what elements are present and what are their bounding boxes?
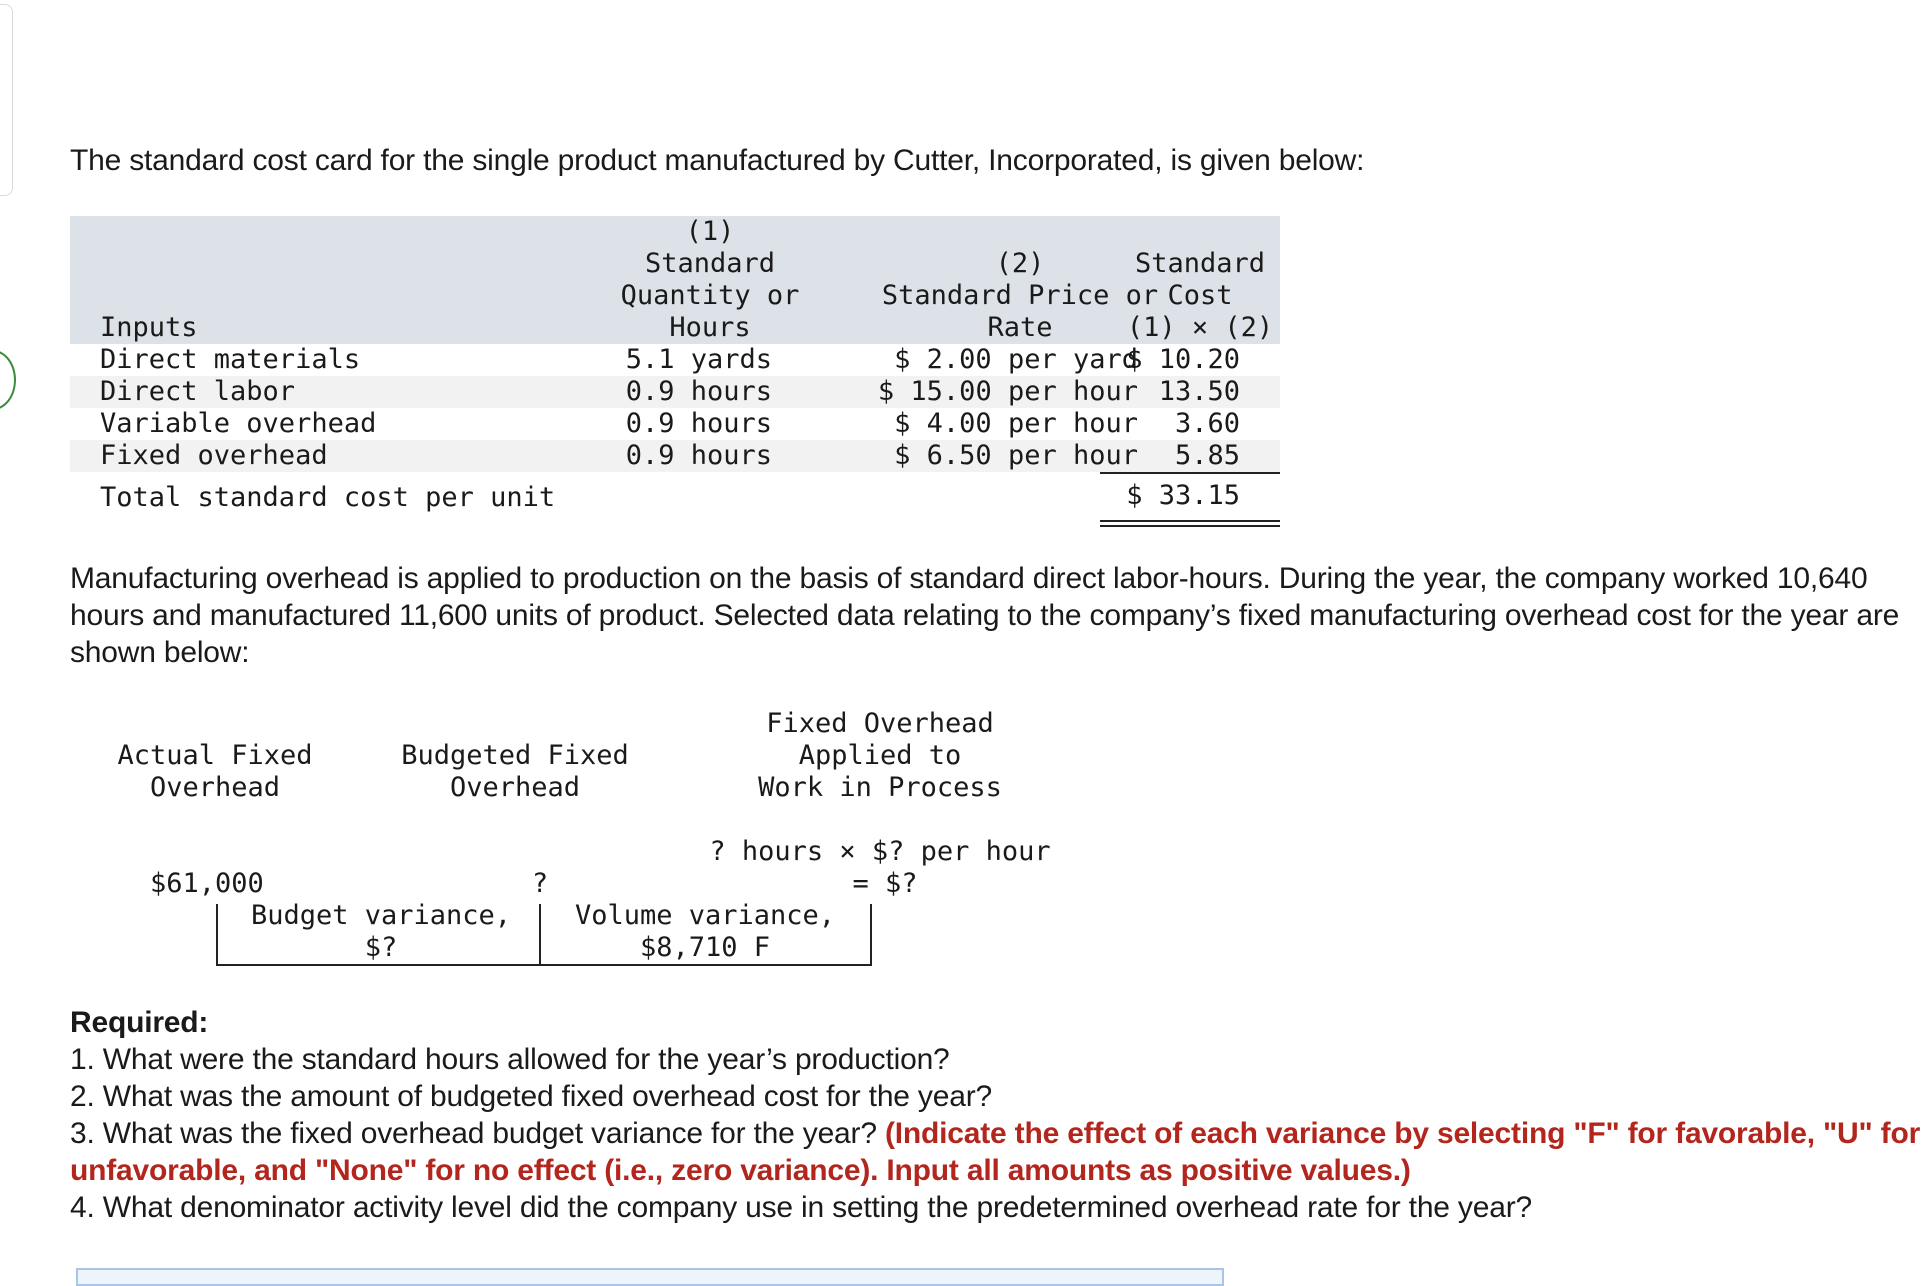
row-qty: 0.9 hours: [625, 408, 772, 439]
bracket-mid-line: [539, 904, 541, 966]
row-price: $ 6.50 per hour: [894, 440, 1138, 471]
header-price-3: Rate: [987, 312, 1053, 343]
applied-result: = $?: [852, 868, 918, 899]
budgeted-fixed-heading-1: Budgeted Fixed: [401, 740, 629, 771]
volume-variance-label: Volume variance,: [574, 900, 836, 931]
header-cost-2: Cost: [1167, 280, 1233, 311]
total-value: $ 33.15: [1126, 480, 1240, 511]
actual-fixed-heading-2: Overhead: [149, 772, 281, 803]
applied-heading-3: Work in Process: [758, 772, 1002, 803]
row-price: $ 4.00 per hour: [894, 408, 1138, 439]
row-input: Fixed overhead: [100, 440, 328, 471]
row-price: $ 2.00 per yard: [894, 344, 1138, 375]
required-section: [70, 1004, 1930, 1226]
applied-formula: ? hours × $? per hour: [709, 836, 1051, 867]
header-qty-2: Standard: [644, 248, 776, 279]
row-qty: 5.1 yards: [625, 344, 772, 375]
bracket-bottom-line: [216, 964, 872, 966]
row-price: $ 15.00 per hour: [877, 376, 1138, 407]
header-price-1: (2): [995, 248, 1045, 279]
total-double-rule: [1100, 520, 1280, 527]
row-input: Direct materials: [100, 344, 361, 375]
question-3: [70, 1115, 1930, 1189]
applied-heading-1: Fixed Overhead: [766, 708, 994, 739]
left-edge-card: [0, 4, 13, 196]
actual-fixed-value: $61,000: [150, 868, 264, 899]
row-input: Direct labor: [100, 376, 296, 407]
row-qty: 0.9 hours: [625, 376, 772, 407]
budget-variance-label: Budget variance,: [250, 900, 512, 931]
row-cost: $ 10.20: [1126, 344, 1240, 375]
header-cost-3: (1) × (2): [1126, 312, 1274, 343]
bracket-right-line: [870, 904, 872, 966]
row-cost: 5.85: [1174, 440, 1240, 471]
standard-cost-card: [70, 216, 1280, 526]
bracket-left-line: [216, 904, 218, 966]
required-title: Required:: [70, 1006, 209, 1039]
row-cost: 3.60: [1174, 408, 1240, 439]
fixed-overhead-variance-diagram: [0, 700, 1930, 980]
overhead-description: Manufacturing overhead is applied to production on the basis of standard direct labor-hours. During the year, the company worked 10,640 hours and manufactured 11,600 units of product. Selected data relating to the company’s fixed manufacturing overhead cost for the year are shown below:: [70, 562, 1900, 669]
question-2: 2. What was the amount of budgeted fixed overhead cost for the year?: [70, 1080, 992, 1113]
question-4: 4. What denominator activity level did the company use in setting the predetermined overhead rate for the year?: [70, 1191, 1532, 1224]
total-label: Total standard cost per unit: [100, 482, 556, 513]
applied-heading-2: Applied to: [798, 740, 962, 771]
header-qty-4: Hours: [669, 312, 751, 343]
header-qty-1: (1): [685, 216, 735, 247]
row-input: Variable overhead: [100, 408, 377, 439]
intro-text: The standard cost card for the single product manufactured by Cutter, Incorporated, is given below:: [70, 144, 1365, 177]
header-price-2: Standard Price or: [881, 280, 1159, 311]
question-1: 1. What were the standard hours allowed for the year’s production?: [70, 1043, 950, 1076]
row-qty: 0.9 hours: [625, 440, 772, 471]
budget-variance-value: $?: [364, 932, 398, 963]
row-cost: 13.50: [1158, 376, 1240, 407]
header-inputs: Inputs: [100, 312, 198, 343]
header-cost-1: Standard: [1134, 248, 1266, 279]
question-3-text: 3. What was the fixed overhead budget variance for the year?: [70, 1117, 885, 1150]
subtotal-rule: [1100, 472, 1280, 474]
budgeted-fixed-heading-2: Overhead: [449, 772, 581, 803]
budgeted-fixed-value: ?: [531, 868, 549, 899]
left-edge-radio[interactable]: [0, 350, 16, 410]
header-qty-3: Quantity or: [620, 280, 800, 311]
volume-variance-value: $8,710 F: [639, 932, 771, 963]
actual-fixed-heading-1: Actual Fixed: [117, 740, 313, 771]
question-3-instruction: (Indicate the effect of each variance by selecting "F" for favorable, "U" for unfavorable, and "None" for no effect (i.e., zero variance). Input all amounts as positive values.): [70, 1117, 1921, 1187]
answer-panel[interactable]: [76, 1268, 1224, 1286]
